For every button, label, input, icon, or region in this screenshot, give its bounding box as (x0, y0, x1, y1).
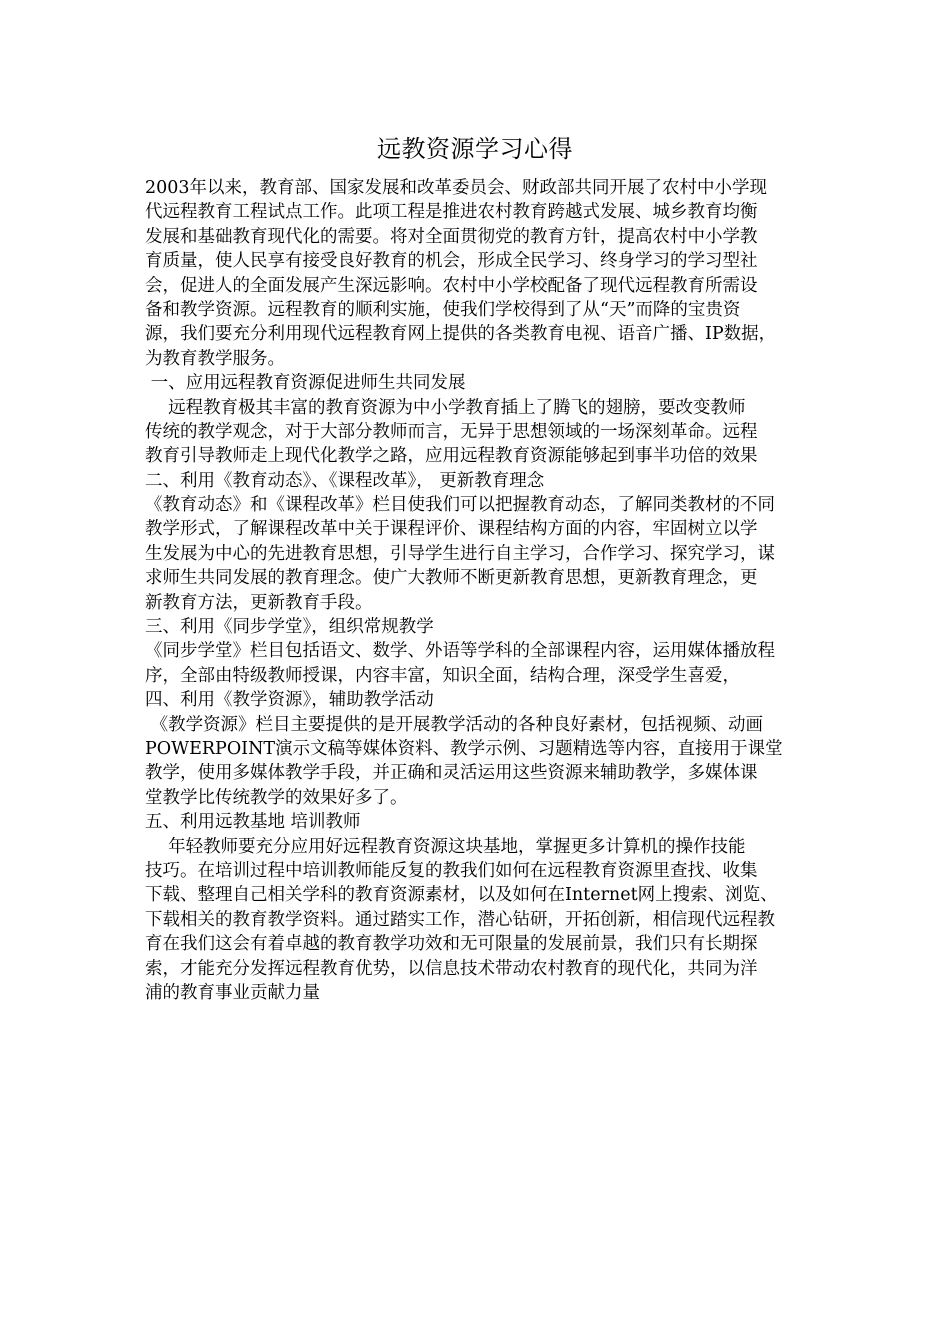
document-text-line: 五、利用远教基地 培训教师 (145, 812, 361, 833)
document-text-line: 《教学资源》栏目主要提供的是开展教学活动的各种良好素材，包括视频、动画 (145, 714, 764, 735)
document-text-line: 发展和基础教育现代化的需要。将对全面贯彻党的教育方针，提高农村中小学教 (145, 226, 758, 247)
document-text-line: 一、应用远程教育资源促进师生共同发展 (145, 373, 466, 394)
document-text-line: 索，才能充分发挥远程教育优势，以信息技术带动农村教育的现代化，共同为洋 (145, 958, 758, 979)
document-text-line: 备和教学资源。远程教育的顺利实施，使我们学校得到了从“天”而降的宝贵资 (145, 299, 741, 320)
document-text-line: 源，我们要充分利用现代远程教育网上提供的各类教育电视、语音广播、IP数据， (145, 324, 777, 345)
document-text-line: 育在我们这会有着卓越的教育教学功效和无可限量的发展前景，我们只有长期探 (145, 934, 758, 955)
document-text-line: 序，全部由特级教师授课，内容丰富，知识全面，结构合理，深受学生喜爱， (145, 665, 740, 686)
document-text-line: 二、利用《教育动态》、《课程改革》， 更新教育理念 (145, 470, 545, 491)
document-text-line: 年轻教师要充分应用好远程教育资源这块基地，掌握更多计算机的操作技能 (145, 836, 746, 857)
document-text-line: 技巧。在培训过程中培训教师能反复的教我们如何在远程教育资源里查找、收集 (145, 860, 758, 881)
document-text-line: 下载、整理自己相关学科的教育资源素材，以及如何在Internet网上搜索、浏览、 (145, 885, 778, 906)
document-text-line: 《同步学堂》栏目包括语文、数学、外语等学科的全部课程内容，运用媒体播放程 (145, 641, 775, 662)
document-text-line: 三、利用《同步学堂》，组织常规教学 (145, 617, 434, 638)
document-text-line: 远程教育极其丰富的教育资源为中小学教育插上了腾飞的翅膀，要改变教师 (145, 397, 746, 418)
document-body (145, 176, 825, 1005)
document-text-line: 教学，使用多媒体教学手段，并正确和灵活运用这些资源来辅助教学，多媒体课 (145, 763, 758, 784)
document-text-line: 为教育教学服务。 (145, 348, 285, 369)
document-text-line: 会，促进人的全面发展产生深远影响。农村中小学校配备了现代远程教育所需设 (145, 275, 758, 296)
document-text-line: 教学形式，了解课程改革中关于课程评价、课程结构方面的内容，牢固树立以学 (145, 519, 758, 540)
document-text-line: 四、利用《教学资源》，辅助教学活动 (145, 690, 434, 711)
document-text-line: 《教育动态》和《课程改革》栏目使我们可以把握教育动态，了解同类教材的不同 (145, 495, 775, 516)
document-text-line: POWERPOINT演示文稿等媒体资料、教学示例、习题精选等内容，直接用于课堂 (145, 738, 783, 759)
document-text-line: 新教育方法，更新教育手段。 (145, 592, 373, 613)
document-title: 远教资源学习心得 (377, 135, 573, 163)
document-text-line: 2003年以来，教育部、国家发展和改革委员会、财政部共同开展了农村中小学现 (145, 178, 768, 198)
document-text-line: 浦的教育事业贡献力量 (145, 982, 320, 1003)
document-text-line: 生发展为中心的先进教育思想，引导学生进行自主学习，合作学习、探究学习，谋 (145, 543, 775, 564)
document-text-line: 代远程教育工程试点工作。此项工程是推进农村教育跨越式发展、城乡教育均衡 (145, 202, 758, 223)
document-text-line: 传统的教学观念，对于大部分教师而言，无异于思想领域的一场深刻革命。远程 (145, 421, 758, 442)
document-text-line: 求师生共同发展的教育理念。使广大教师不断更新教育思想，更新教育理念，更 (145, 568, 758, 589)
document-text-line: 教育引导教师走上现代化教学之路，应用远程教育资源能够起到事半功倍的效果 (145, 446, 758, 467)
document-text-line: 下载相关的教育教学资料。通过踏实工作，潜心钻研，开拓创新，相信现代远程教 (145, 909, 775, 930)
document-text-line: 育质量，使人民享有接受良好教育的机会，形成全民学习、终身学习的学习型社 (145, 251, 758, 272)
document-text-line: 堂教学比传统教学的效果好多了。 (145, 787, 408, 808)
